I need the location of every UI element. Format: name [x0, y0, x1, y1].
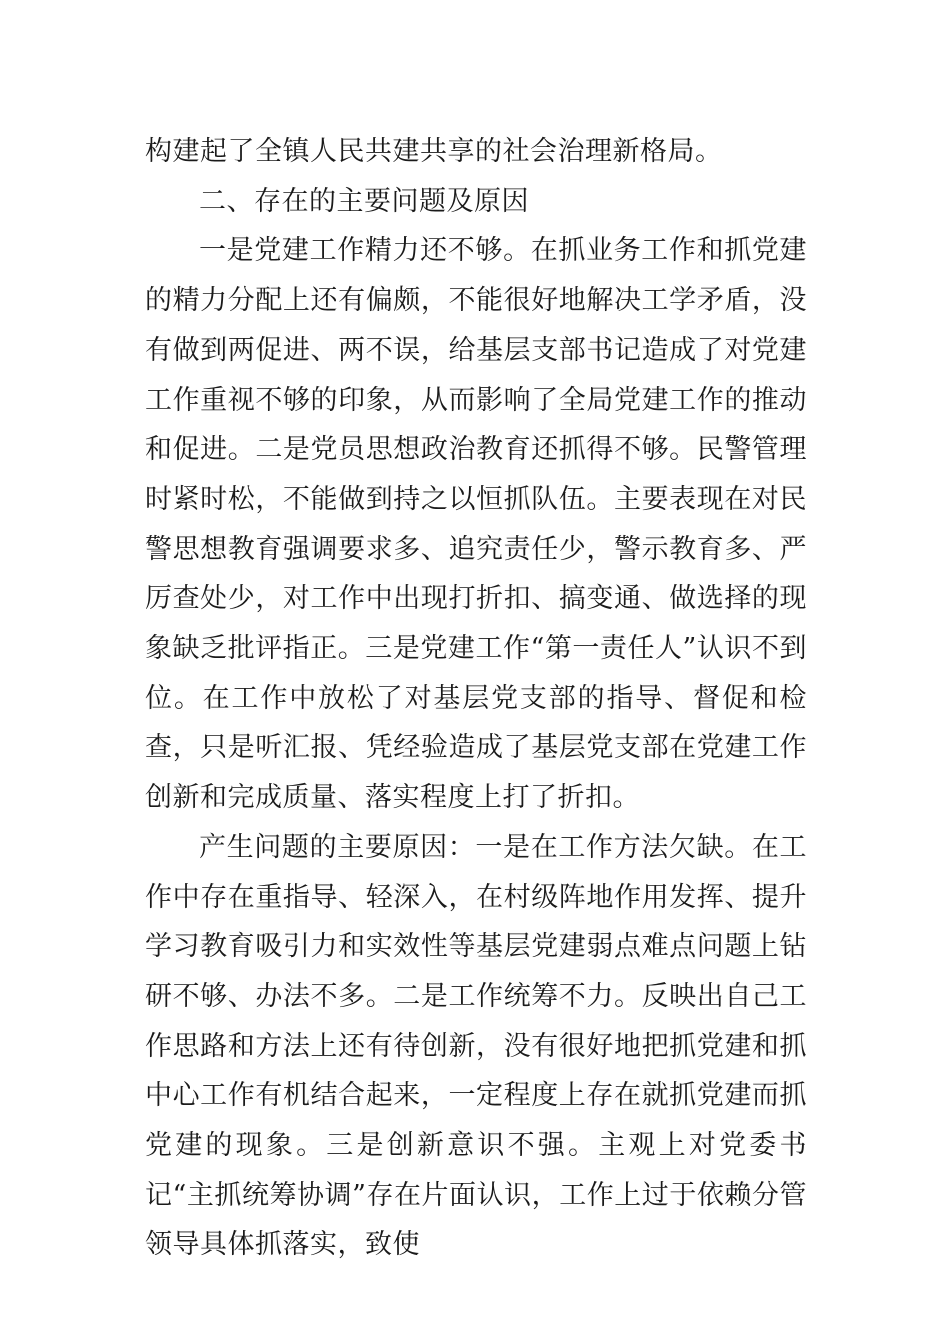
- paragraph-continuation: 构建起了全镇人民共建共享的社会治理新格局。: [145, 136, 723, 167]
- paragraph-causes: 产生问题的主要原因：一是在工作方法欠缺。在工作中存在重指导、轻深入，在村级阵地作用发挥、提升学习教育吸引力和实效性等基层党建弱点难点问题上钻研不够、办法不多。二是工作统筹不力。反映出自己工作思路和方法上还有待创新，没有很好地把抓党建和抓中心工作有机结合起来，一定程度上存在就抓党建而抓党建的现象。三是创新意识不强。主观上对党委书记“主抓统筹协调”存在片面认识，工作上过于依赖分管领导具体抓落实，致使: [145, 831, 807, 1261]
- document-body: [145, 127, 807, 1270]
- paragraph-problems: 一是党建工作精力还不够。在抓业务工作和抓党建的精力分配上还有偏颇，不能很好地解决工学矛盾，没有做到两促进、两不误，给基层支部书记造成了对党建工作重视不够的印象，从而影响了全局党建工作的推动和促进。二是党员思想政治教育还抓得不够。民警管理时紧时松，不能做到持之以恒抓队伍。主要表现在对民警思想教育强调要求多、追究责任少，警示教育多、严厉查处少，对工作中出现打折扣、搞变通、做选择的现象缺乏批评指正。三是党建工作“第一责任人”认识不到位。在工作中放松了对基层党支部的指导、督促和检查，只是听汇报、凭经验造成了基层党支部在党建工作创新和完成质量、落实程度上打了折扣。: [145, 235, 807, 814]
- section-heading: 二、存在的主要问题及原因: [199, 185, 529, 217]
